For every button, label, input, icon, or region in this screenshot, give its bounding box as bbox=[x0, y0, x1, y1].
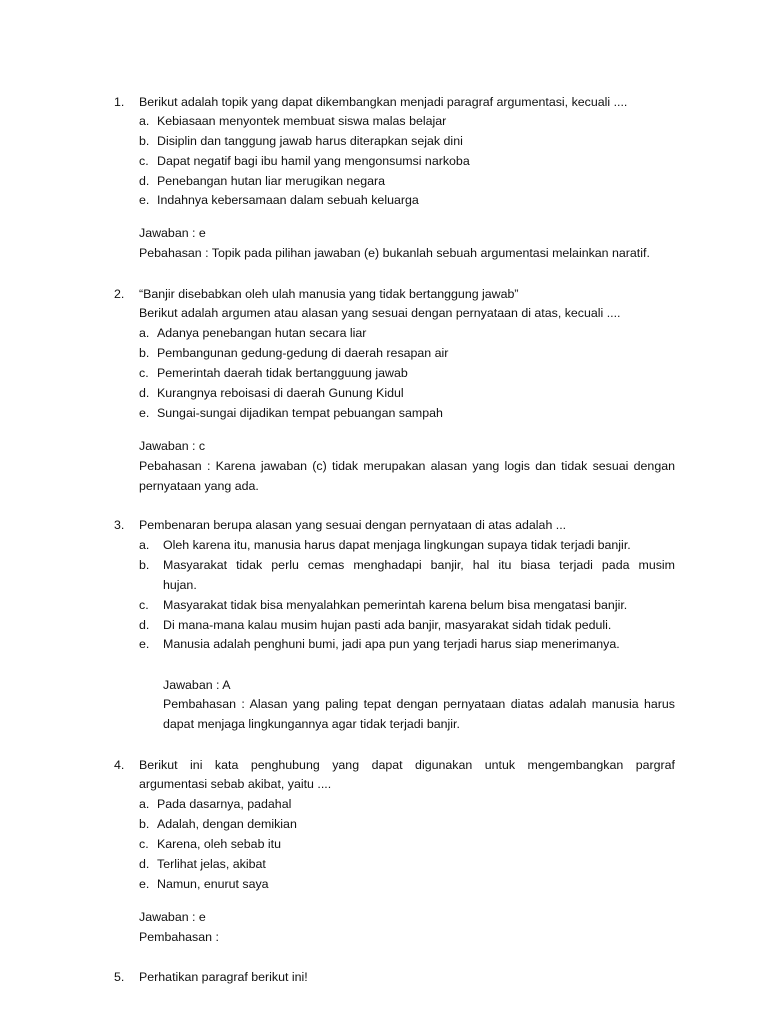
q4-option-e: Namun, enurut saya bbox=[157, 877, 269, 891]
q1-option-b-letter: b. bbox=[139, 134, 150, 148]
q1-option-d-letter: d. bbox=[139, 174, 150, 188]
q4-explanation: Pembahasan : bbox=[139, 930, 219, 944]
q2-option-b-letter: b. bbox=[139, 346, 150, 360]
q2-option-b: Pembangunan gedung-gedung di daerah resapan air bbox=[157, 346, 449, 360]
q2-option-a: Adanya penebangan hutan secara liar bbox=[157, 326, 367, 340]
q4-option-b: Adalah, dengan demikian bbox=[157, 817, 297, 831]
q1-option-a: Kebiasaan menyontek membuat siswa malas belajar bbox=[157, 114, 447, 128]
q3-answer: Jawaban : A bbox=[163, 678, 231, 692]
question-4-stem-line-1: Berikut ini kata penghubung yang dapat digunakan untuk mengembangkan pargraf bbox=[139, 758, 675, 772]
q3-explanation-line-1: Pembahasan : Alasan yang paling tepat dengan pernyataan diatas adalah manusia harus bbox=[163, 697, 675, 711]
q1-option-a-letter: a. bbox=[139, 114, 150, 128]
q3-option-b-line-1: Masyarakat tidak perlu cemas menghadapi banjir, hal itu biasa terjadi pada musim bbox=[163, 558, 675, 572]
q2-explanation-line-2: pernyataan yang ada. bbox=[139, 479, 259, 493]
q3-option-c-letter: c. bbox=[139, 598, 149, 612]
q3-option-d-letter: d. bbox=[139, 618, 150, 632]
q4-option-b-letter: b. bbox=[139, 817, 150, 831]
question-5-number: 5. bbox=[114, 970, 125, 984]
q1-option-b: Disiplin dan tanggung jawab harus diterapkan sejak dini bbox=[157, 134, 463, 148]
question-5-stem: Perhatikan paragraf berikut ini! bbox=[139, 970, 308, 984]
q1-option-e-letter: e. bbox=[139, 193, 150, 207]
q3-option-a-letter: a. bbox=[139, 538, 150, 552]
q1-option-c-letter: c. bbox=[139, 154, 149, 168]
q4-option-c: Karena, oleh sebab itu bbox=[157, 837, 281, 851]
q2-option-e: Sungai-sungai dijadikan tempat pebuangan sampah bbox=[157, 406, 443, 420]
q2-option-c-letter: c. bbox=[139, 366, 149, 380]
q3-option-e: Manusia adalah penghuni bumi, jadi apa pun yang terjadi harus siap menerimanya. bbox=[163, 637, 620, 651]
question-2-number: 2. bbox=[114, 287, 125, 301]
q4-option-d-letter: d. bbox=[139, 857, 150, 871]
q2-option-d: Kurangnya reboisasi di daerah Gunung Kidul bbox=[157, 386, 404, 400]
q3-option-e-letter: e. bbox=[139, 637, 150, 651]
q1-option-d: Penebangan hutan liar merugikan negara bbox=[157, 174, 386, 188]
q3-option-a: Oleh karena itu, manusia harus dapat menjaga lingkungan supaya tidak terjadi banjir. bbox=[163, 538, 631, 552]
q2-option-e-letter: e. bbox=[139, 406, 150, 420]
q4-option-a: Pada dasarnya, padahal bbox=[157, 797, 292, 811]
q3-option-b-letter: b. bbox=[139, 558, 150, 572]
question-4-stem-line-2: argumentasi sebab akibat, yaitu .... bbox=[139, 777, 332, 791]
q2-option-a-letter: a. bbox=[139, 326, 150, 340]
question-3-stem: Pembenaran berupa alasan yang sesuai dengan pernyataan di atas adalah ... bbox=[139, 518, 567, 532]
question-4-number: 4. bbox=[114, 758, 125, 772]
question-2-quote: “Banjir disebabkan oleh ulah manusia yang tidak bertanggung jawab” bbox=[139, 287, 519, 301]
q2-answer: Jawaban : c bbox=[139, 439, 206, 453]
q1-answer: Jawaban : e bbox=[139, 226, 206, 240]
question-3-number: 3. bbox=[114, 518, 125, 532]
question-1-number: 1. bbox=[114, 95, 125, 109]
q4-option-a-letter: a. bbox=[139, 797, 150, 811]
q3-option-b-line-2: hujan. bbox=[163, 578, 197, 592]
q1-explanation: Pebahasan : Topik pada pilihan jawaban (e) bukanlah sebuah argumentasi melainkan naratif. bbox=[139, 246, 650, 260]
q4-option-c-letter: c. bbox=[139, 837, 149, 851]
q1-option-e: Indahnya kebersamaan dalam sebuah keluarga bbox=[157, 193, 419, 207]
q4-option-e-letter: e. bbox=[139, 877, 150, 891]
q4-answer: Jawaban : e bbox=[139, 910, 206, 924]
question-2-stem: Berikut adalah argumen atau alasan yang sesuai dengan pernyataan di atas, kecuali .... bbox=[139, 306, 621, 320]
q3-option-c: Masyarakat tidak bisa menyalahkan pemerintah karena belum bisa mengatasi banjir. bbox=[163, 598, 628, 612]
q3-option-d: Di mana-mana kalau musim hujan pasti ada banjir, masyarakat sidah tidak peduli. bbox=[163, 618, 612, 632]
question-1-stem: Berikut adalah topik yang dapat dikembangkan menjadi paragraf argumentasi, kecuali .... bbox=[139, 95, 628, 109]
q2-option-c: Pemerintah daerah tidak bertangguung jawab bbox=[157, 366, 408, 380]
q2-option-d-letter: d. bbox=[139, 386, 150, 400]
q1-option-c: Dapat negatif bagi ibu hamil yang mengonsumsi narkoba bbox=[157, 154, 470, 168]
q3-explanation-line-2: dapat menjaga lingkungannya agar tidak terjadi banjir. bbox=[163, 717, 460, 731]
q2-explanation-line-1: Pebahasan : Karena jawaban (c) tidak merupakan alasan yang logis dan tidak sesuai dengan bbox=[139, 459, 675, 473]
q4-option-d: Terlihat jelas, akibat bbox=[157, 857, 266, 871]
